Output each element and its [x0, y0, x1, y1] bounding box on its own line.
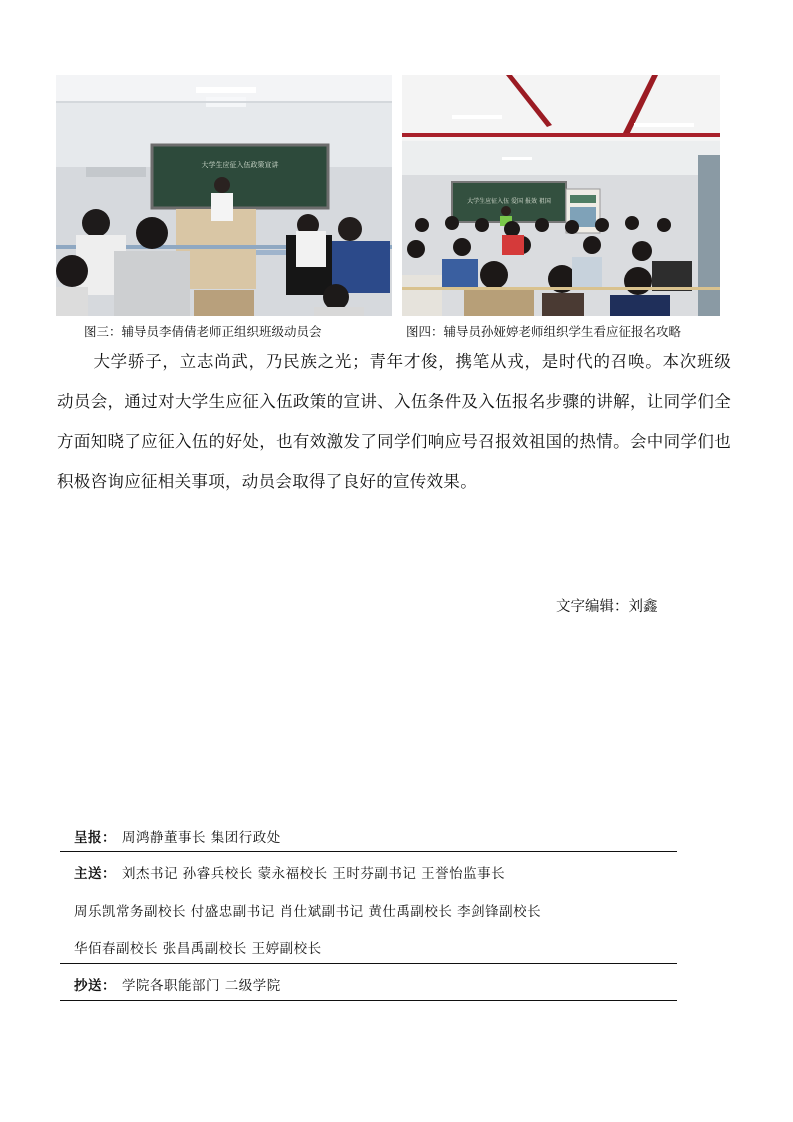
caption-right: 图四：辅导员孙娅婷老师组织学生看应征报名攻略	[406, 324, 682, 339]
zhu-row-3	[74, 937, 322, 957]
body-paragraph	[57, 342, 731, 502]
classroom-photo-left	[56, 75, 392, 316]
zhu-row-2	[74, 900, 541, 920]
cheng-label: 呈报：	[74, 830, 116, 846]
right-board-text: 大学生应征入伍 爱国 报效 祖国	[467, 198, 551, 205]
chao-recipients: 学院各职能部门 二级学院	[122, 978, 281, 994]
zhu-row	[74, 862, 505, 882]
divider-line	[60, 963, 677, 964]
zhu-recipients-line3: 华佰春副校长 张昌禹副校长 王婷副校长	[74, 941, 322, 957]
caption-left: 图三：辅导员李倩倩老师正组织班级动员会	[84, 324, 322, 339]
zhu-recipients-line2: 周乐凯常务副校长 付盛忠副书记 肖仕斌副书记 黄仕禹副校长 李剑锋副校长	[74, 904, 542, 920]
left-board-text: 大学生应征入伍政策宣讲	[201, 161, 279, 169]
cheng-recipients: 周鸿静董事长 集团行政处	[122, 830, 281, 846]
zhu-recipients-line1: 刘杰书记 孙睿兵校长 蒙永福校长 王时芬副书记 王誉怡监事长	[122, 866, 506, 882]
editor-credit: 文字编辑：刘鑫	[556, 599, 658, 615]
chao-label: 抄送：	[74, 978, 116, 994]
zhu-label: 主送：	[74, 866, 116, 882]
chao-row	[74, 974, 281, 994]
cheng-row	[74, 826, 281, 846]
divider-line	[60, 1000, 677, 1001]
body-paragraph-text: 大学骄子，立志尚武，乃民族之光；青年才俊，携笔从戎，是时代的召唤。本次班级动员会，通过对大学生应征入伍政策的宣讲、入伍条件及入伍报名步骤的讲解，让同学们全方面知晓了应征入伍的好处，也有效激发了同学们响应号召报效祖国的热情。会中同学们也积极咨询应征相关事项，动员会取得了良好的宣传效果。	[57, 352, 731, 491]
divider-line	[60, 851, 677, 852]
classroom-photo-right	[402, 75, 720, 316]
